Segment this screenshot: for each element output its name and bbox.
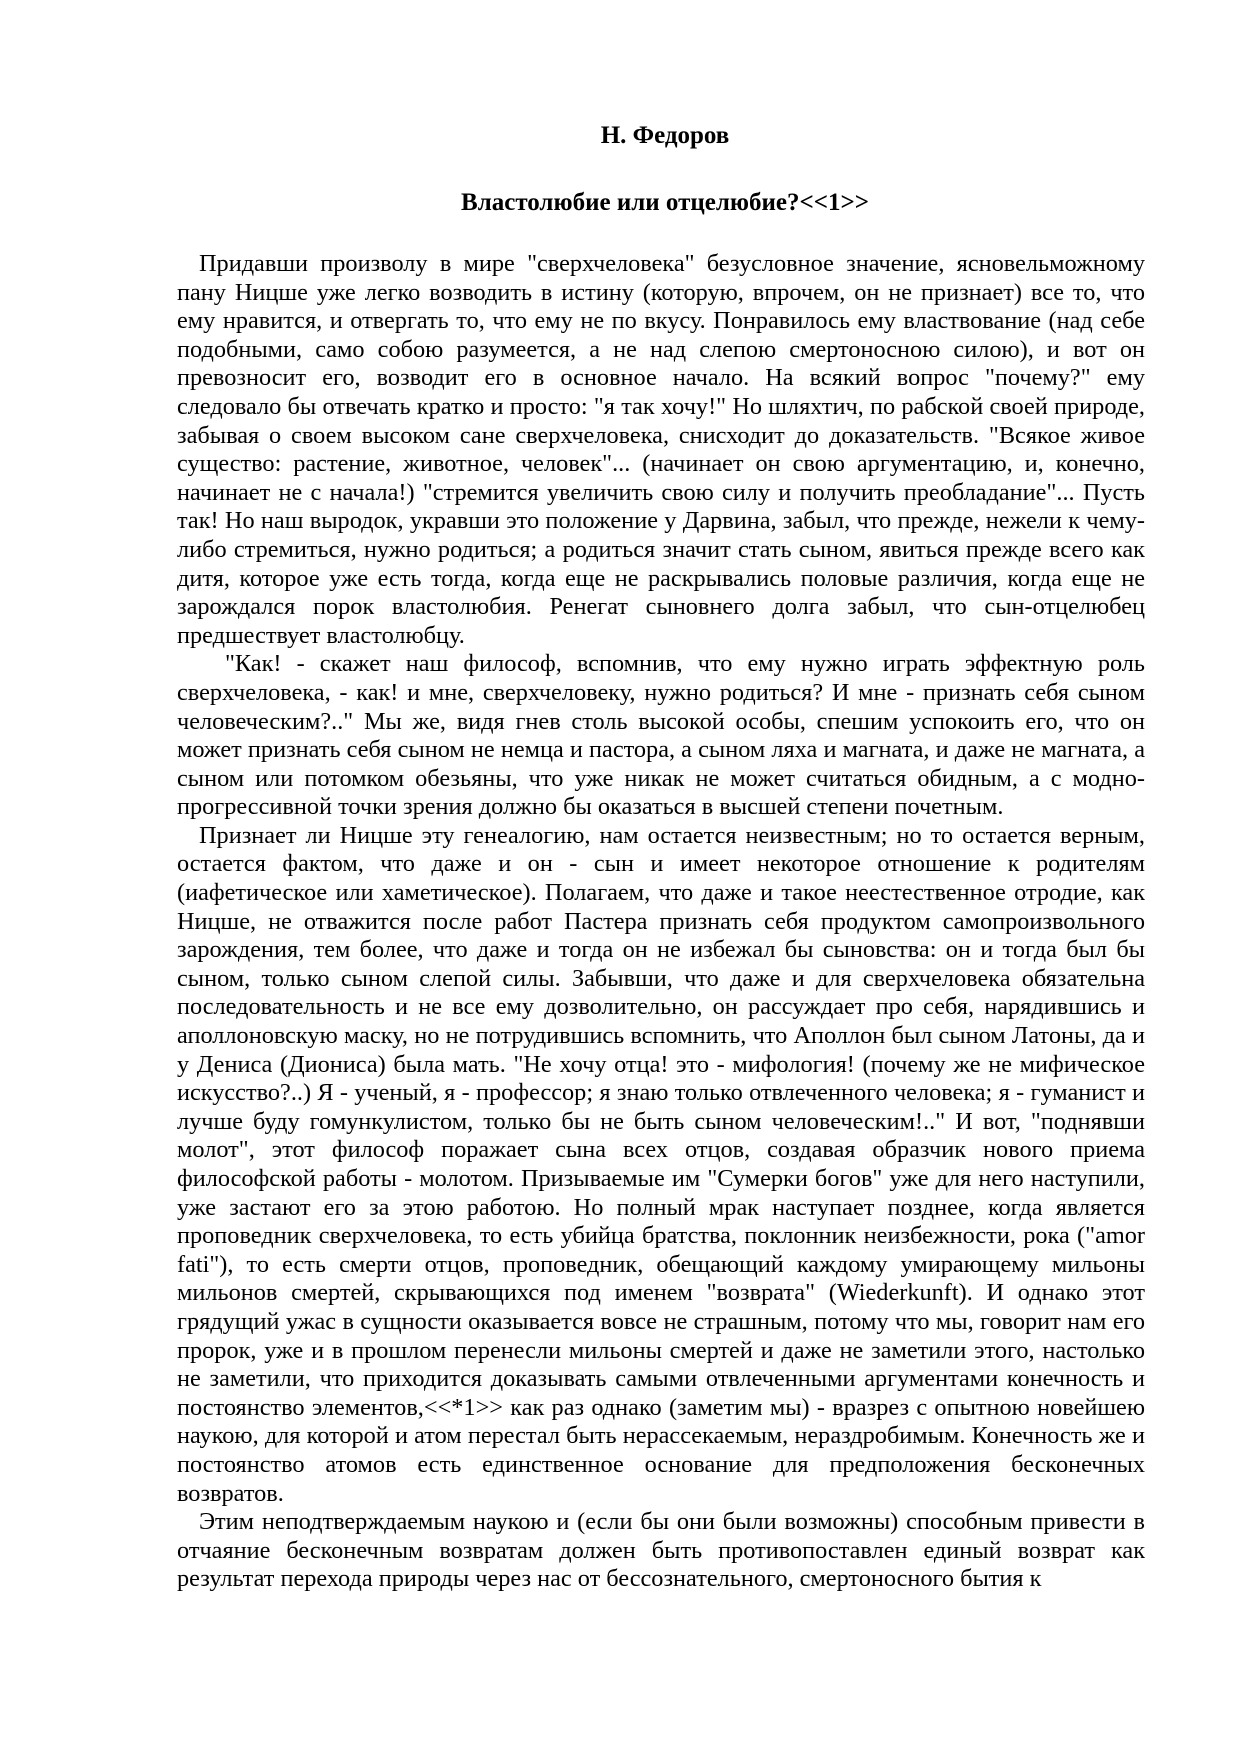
paragraph: "Как! - скажет наш философ, вспомнив, что ему нужно играть эффектную роль сверхчеловека, - как! и мне, сверхчеловеку, нужно родиться? И мне - признать себя сыном человеческим?.." Мы же, видя гнев столь высокой особы, спешим успокоить его, что он может признать себя сыном не немца и пастора, а сыном ляха и магната, и даже не магната, а сыном или потомком обезьяны, что уже никак не может считаться обидным, а с модно-прогрессивной точки зрения должно бы оказаться в высшей степени почетным. — [177, 650, 1145, 821]
paragraph: Признает ли Ницше эту генеалогию, нам остается неизвестным; но то остается верным, остается фактом, что даже и он - сын и имеет некоторое отношение к родителям (иафетическое или хаметическое). Полагаем, что даже и такое неестественное отродие, как Ницше, не отважится после работ Пастера признать себя продуктом самопроизвольного зарождения, тем более, что даже и тогда он не избежал бы сыновства: он и тогда был бы сыном, только сыном слепой силы. Забывши, что даже и для сверхчеловека обязательна последовательность и не все ему дозволительно, он рассуждает про себя, нарядившись и аполлоновскую маску, но не потрудившись вспомнить, что Аполлон был сыном Латоны, да и у Дениса (Диониса) была мать. "Не хочу отца! это - мифология! (почему же не мифическое искусство?..) Я - ученый, я - профессор; я знаю только отвлеченного человека; я - гуманист и лучше буду гомункулистом, только бы не быть сыном человеческим!.." И вот, "поднявши молот", этот философ поражает сына всех отцов, создавая образчик нового приема философской работы - молотом. Призываемые им "Сумерки богов" уже для него наступили, уже застают его за этою работою. Но полный мрак наступает позднее, когда является проповедник сверхчеловека, то есть убийца братства, поклонник неизбежности, рока ("amor fati"), то есть смерти отцов, проповедник, обещающий каждому умирающему мильоны мильонов смертей, скрывающихся под именем "возврата" (Wiederkunft). И однако этот грядущий ужас в сущности оказывается вовсе не страшным, потому что мы, говорит нам его пророк, уже и в прошлом перенесли мильоны смертей и даже не заметили этого, настолько не заметили, что приходится доказывать самыми отвлеченными аргументами конечность и постоянство элементов,<<*1>> как раз однако (заметим мы) - вразрез с опытною новейшею наукою, для которой и атом перестал быть нерассекаемым, нераздробимым. Конечность же и постоянство атомов есть единственное основание для предположения бесконечных возвратов. — [177, 821, 1145, 1507]
article-title: Властолюбие или отцелюбие?<<1>> — [461, 189, 869, 216]
article-body — [177, 250, 1145, 1594]
paragraph: Этим неподтверждаемым наукою и (если бы они были возможны) способным привести в отчаяние бесконечным возвратам должен быть противопоставлен единый возврат как результат перехода природы через нас от бессознательного, смертоносного бытия к — [177, 1508, 1145, 1593]
paragraph: Придавши произволу в мире "сверхчеловека" безусловное значение, ясновельможному пану Ницше уже легко возводить в истину (которую, впрочем, он не признает) все то, что ему нравится, и отвергать то, что ему не по вкусу. Понравилось ему властвование (над себе подобными, само собою разумеется, а не над слепою смертоносною силою), и вот он превозносит его, возводит его в основное начало. На всякий вопрос "почему?" ему следовало бы отвечать кратко и просто: "я так хочу!" Но шляхтич, по рабской своей природе, забывая о своем высоком сане сверхчеловека, снисходит до доказательств. "Всякое живое существо: растение, животное, человек"... (начинает он свою аргументацию, и, конечно, начинает не с начала!) "стремится увеличить свою силу и получить преобладание"... Пусть так! Но наш выродок, укравши это положение у Дарвина, забыл, что прежде, нежели к чему-либо стремиться, нужно родиться; а родиться значит стать сыном, явиться прежде всего как дитя, которое уже есть тогда, когда еще не раскрывались половые различия, когда еще не зарождался порок властолюбия. Ренегат сыновнего долга забыл, что сын-отцелюбец предшествует властолюбцу. — [177, 250, 1145, 649]
author-heading: Н. Федоров — [600, 122, 730, 149]
